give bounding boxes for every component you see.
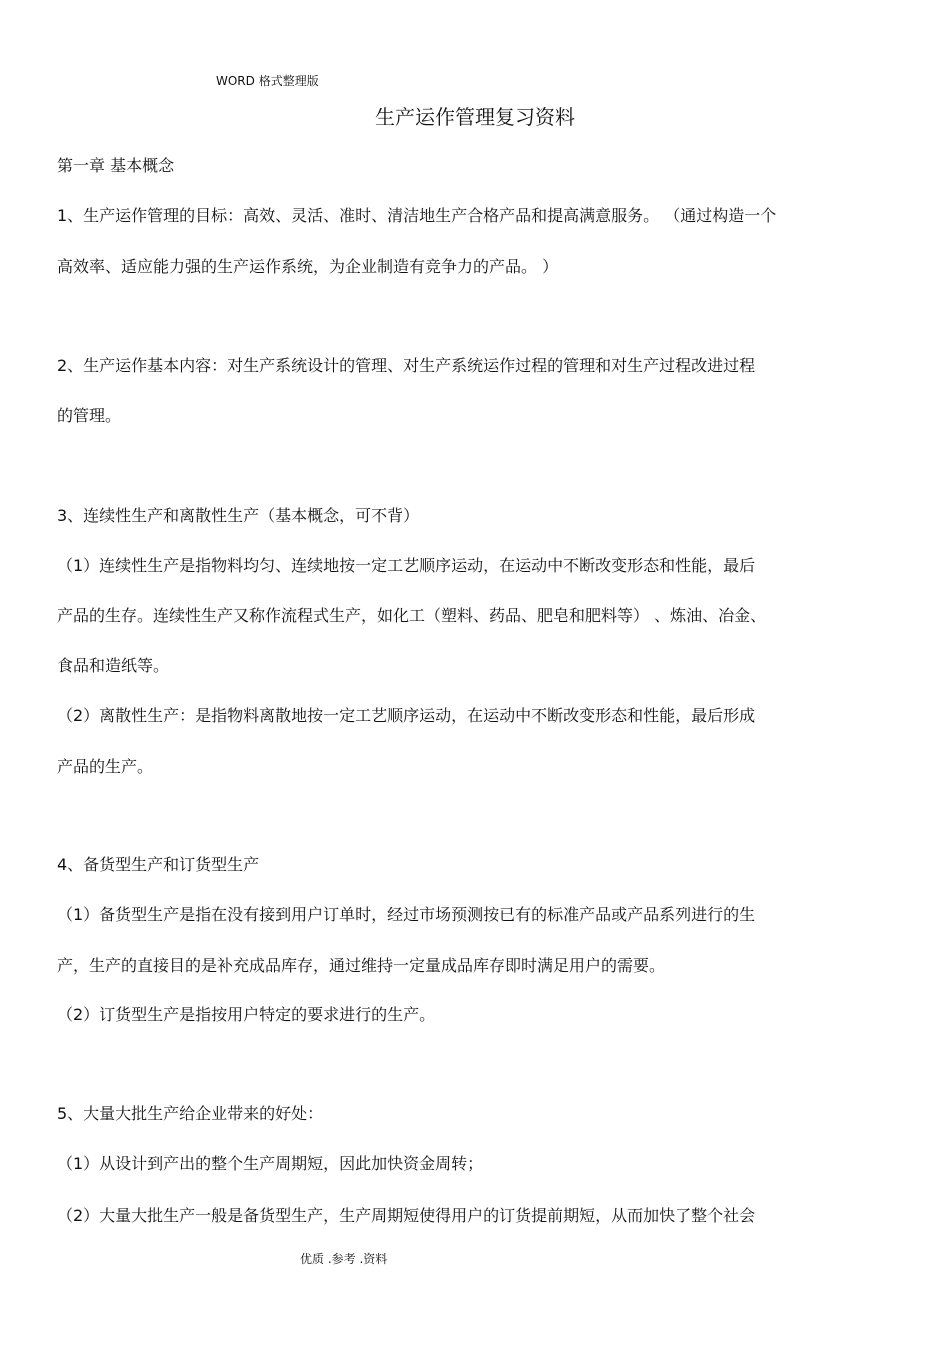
section-heading: 3、连续性生产和离散性生产（基本概念，可不背） [57,506,420,525]
paragraph-line: 产，生产的直接目的是补充成品库存，通过维持一定量成品库存即时满足用户的需要。 [57,956,666,975]
paragraph-line: （2）订货型生产是指按用户特定的要求进行的生产。 [57,1005,436,1024]
paragraph-line: 产品的生存。连续性生产又称作流程式生产，如化工（塑料、药品、肥皂和肥料等） 、炼油、冶金、 [57,606,767,625]
section-heading: 4、备货型生产和订货型生产 [57,855,260,874]
paragraph-line: 高效率、适应能力强的生产运作系统，为企业制造有竞争力的产品。 ） [57,257,559,276]
paragraph-line: 的管理。 [57,406,122,425]
paragraph-line: （1）连续性生产是指物料均匀、连续地按一定工艺顺序运动，在运动中不断改变形态和性能，最后 [57,556,756,575]
paragraph-line: （1）备货型生产是指在没有接到用户订单时，经过市场预测按已有的标准产品或产品系列进行的生 [57,905,756,924]
chapter-heading: 第一章 基本概念 [57,156,175,175]
format-tag: WORD 格式整理版 [216,74,319,88]
paragraph-line: （1）从设计到产出的整个生产周期短，因此加快资金周转； [57,1154,484,1173]
paragraph-line: 食品和造纸等。 [57,656,170,675]
paragraph-line: 1、生产运作管理的目标：高效、灵活、准时、清洁地生产合格产品和提高满意服务。 （通过构造一个 [57,206,777,225]
paragraph-line: （2）大量大批生产一般是备货型生产，生产周期短使得用户的订货提前期短，从而加快了整个社会 [57,1206,756,1225]
section-heading: 5、大量大批生产给企业带来的好处： [57,1104,324,1123]
paragraph-line: （2）离散性生产：是指物料离散地按一定工艺顺序运动，在运动中不断改变形态和性能，最后形成 [57,706,756,725]
paragraph-line: 2、生产运作基本内容：对生产系统设计的管理、对生产系统运作过程的管理和对生产过程改进过程 [57,356,756,375]
page-footer: 优质 .参考 .资料 [300,1252,388,1266]
paragraph-line: 产品的生产。 [57,757,154,776]
page-title: 生产运作管理复习资料 [375,105,575,129]
